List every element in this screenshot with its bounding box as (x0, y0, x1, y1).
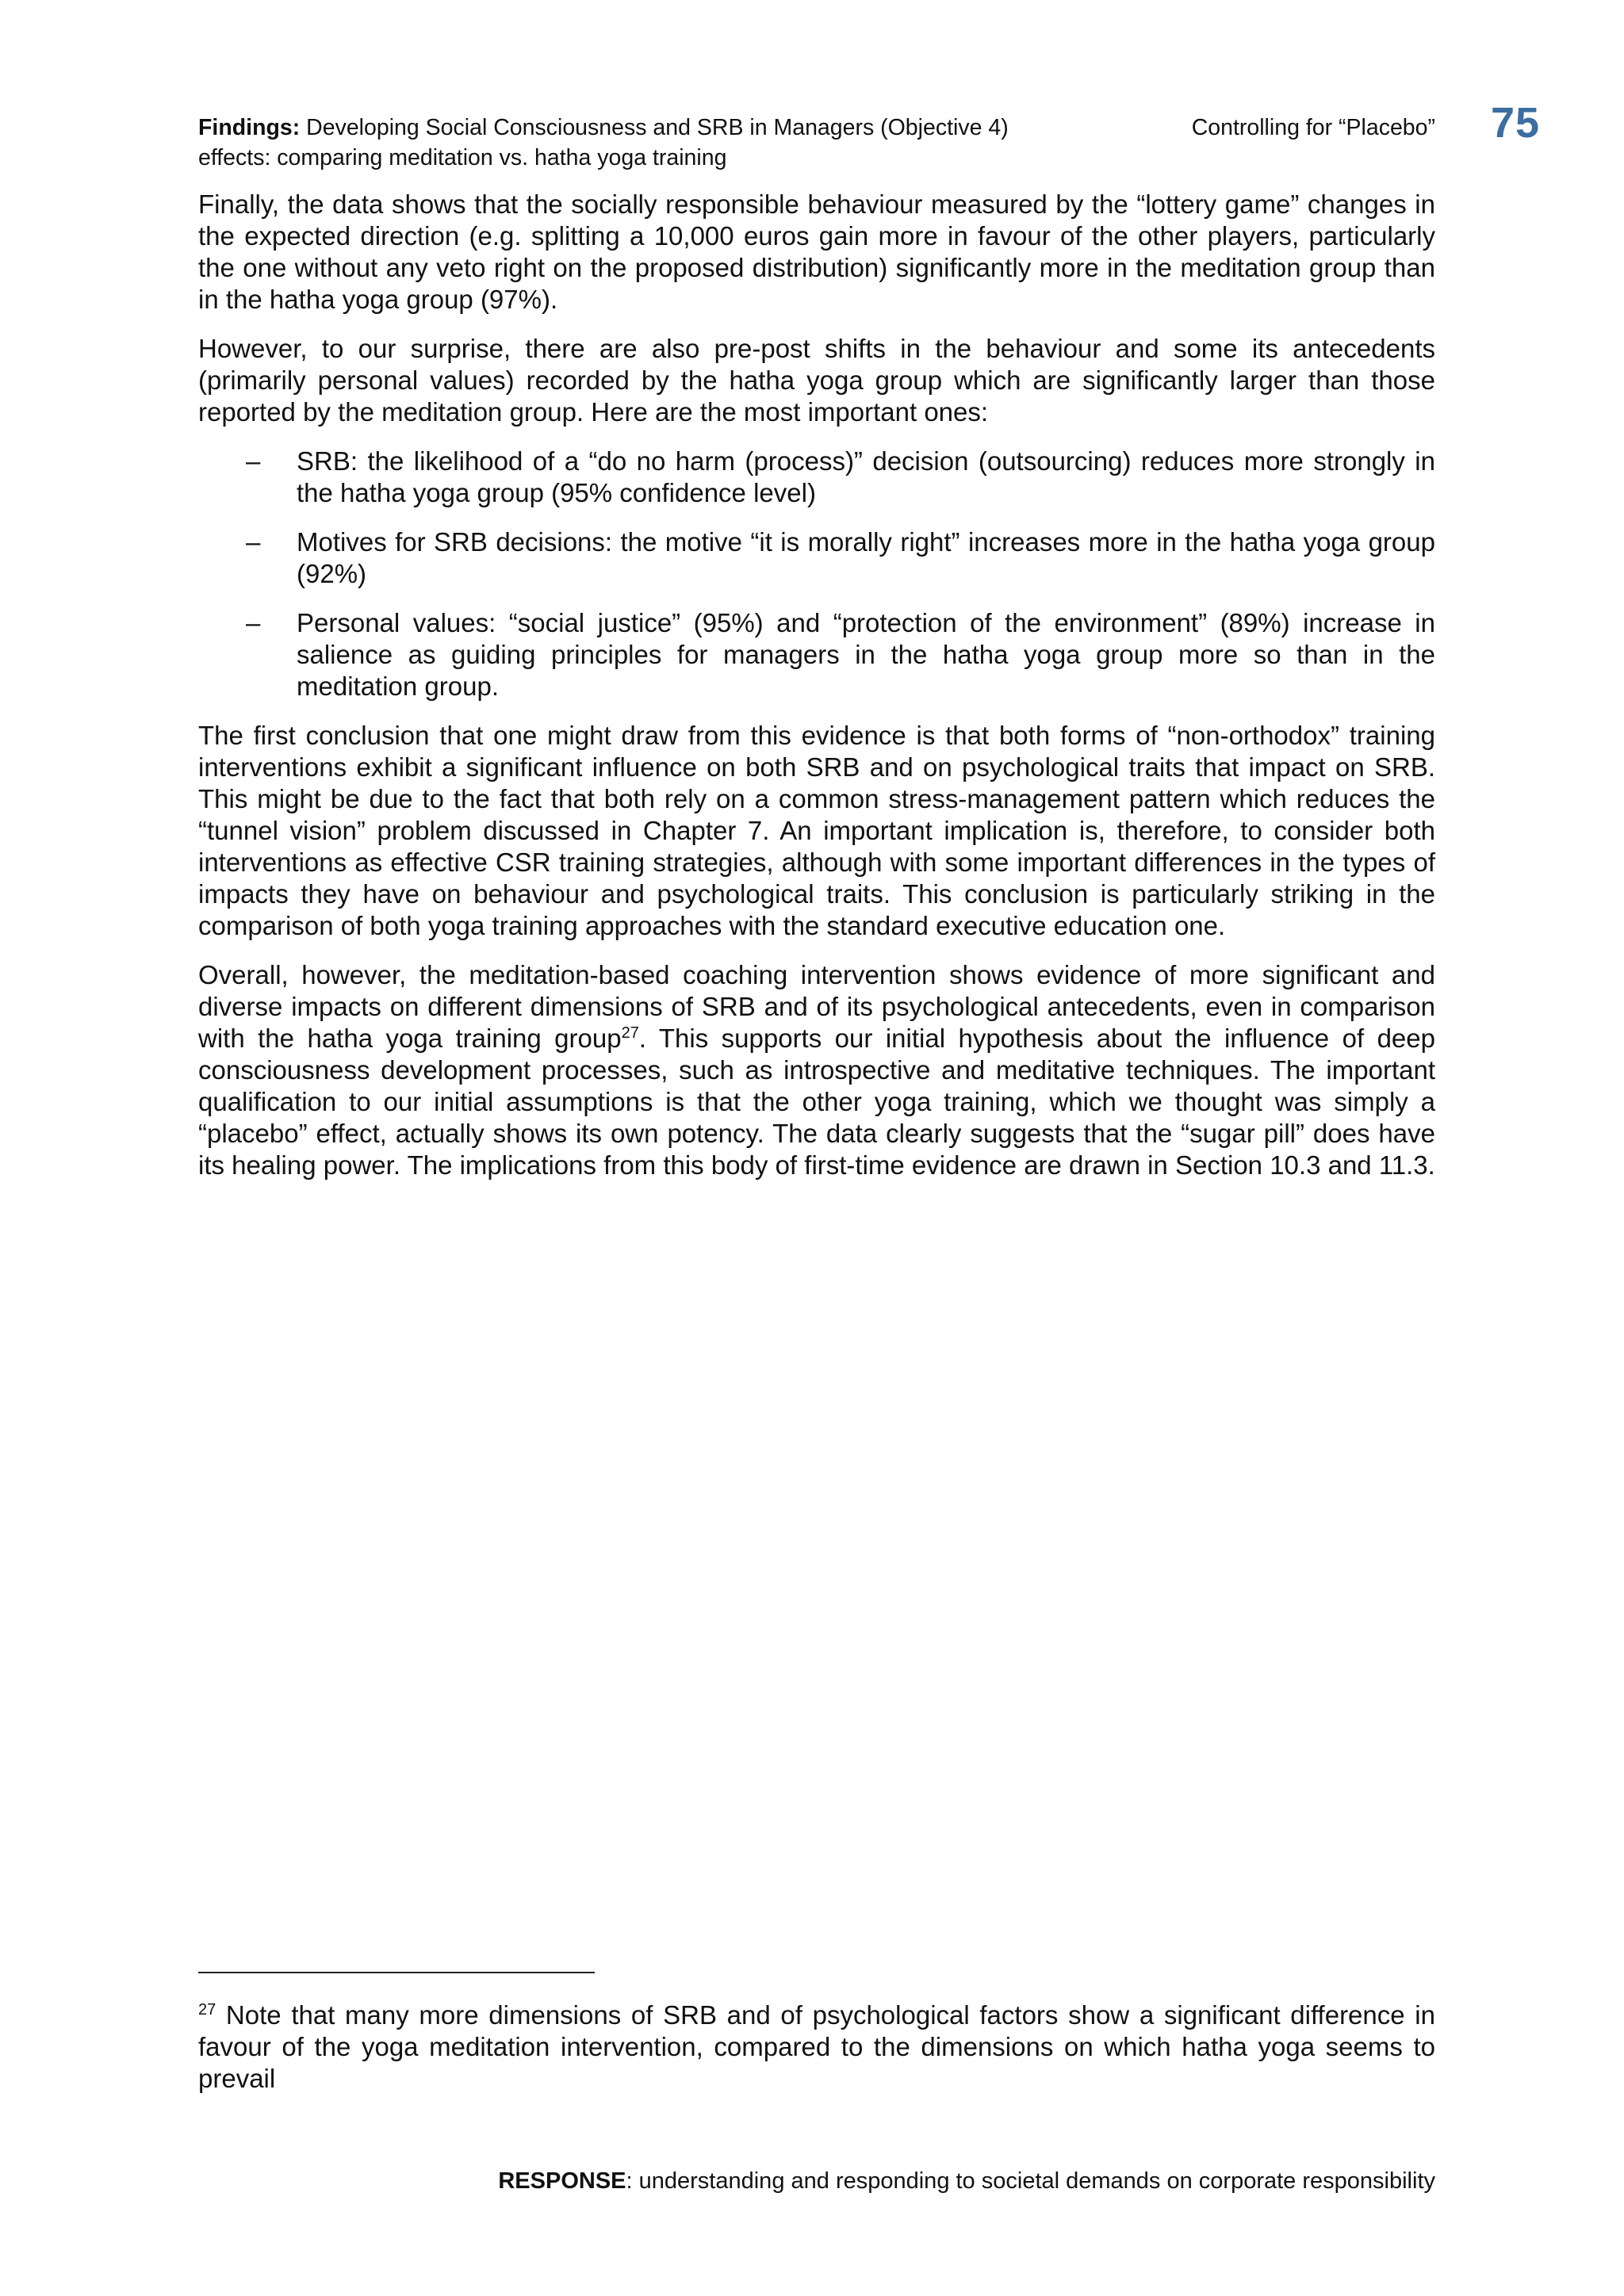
list-item (198, 446, 1435, 509)
running-header (198, 113, 1435, 173)
dash-bullet: – (246, 608, 261, 637)
list-item (198, 607, 1435, 702)
footnote-divider (198, 1972, 595, 1973)
list-item-text: Personal values: “social justice” (95%) and “protection of the environment” (89%) increase in salience as guiding principles for managers in the hatha yoga group more so than in the meditation group. (297, 608, 1435, 701)
footnote-reference[interactable]: 27 (621, 1024, 639, 1042)
paragraph-4-text: Overall, however, the meditation-based coaching intervention shows evidence of more significant and diverse impacts on different dimensions of SRB and of its psychological antecedents, even in comparison with the hatha yoga training group (198, 960, 1435, 1053)
footnote-text: Note that many more dimensions of SRB and of psychological factors show a significant difference in favour of the yoga meditation intervention, compared to the dimensions on which hatha yoga seems to prevail (198, 2000, 1435, 2093)
list-item-text: Motives for SRB decisions: the motive “it is morally right” increases more in the hatha yoga group (92%) (297, 527, 1435, 588)
header-title-text: Developing Social Consciousness and SRB in Managers (Objective 4) (300, 115, 1009, 140)
dash-bullet: – (246, 446, 261, 476)
paragraph-4 (198, 959, 1435, 1181)
header-title (198, 113, 1009, 143)
list-item (198, 526, 1435, 590)
header-line-1 (198, 113, 1435, 143)
page-number: 75 (1491, 99, 1541, 147)
footer-bold-label: RESPONSE (498, 2168, 626, 2194)
main-content (198, 189, 1435, 1199)
paragraph-2: However, to our surprise, there are also pre-post shifts in the behaviour and some its antecedents (primarily personal values) recorded by the hatha yoga group which are significantly larger than those reported by the meditation group. Here are the most important ones: (198, 334, 1435, 427)
header-right-text: Controlling for “Placebo” (1191, 115, 1435, 140)
paragraph-4-text-cont: . This supports our initial hypothesis about the influence of deep consciousness development processes, such as introspective and meditative techniques. The important qualification to our initial assumptions is that the other yoga training, which we thought was simply a “placebo” effect, actually shows its own potency. The data clearly suggests that the “sugar pill” does have its healing power. The implications from this body of first-time evidence are drawn in Section 10.3 and 11.3. (198, 1024, 1435, 1180)
list-item-text: SRB: the likelihood of a “do no harm (process)” decision (outsourcing) reduces more strongly in the hatha yoga group (95% confidence level) (297, 446, 1435, 507)
footnote-number: 27 (198, 2001, 216, 2019)
footnote (198, 1999, 1435, 2095)
running-footer (198, 2166, 1435, 2196)
paragraph-3: The first conclusion that one might draw from this evidence is that both forms of “non-orthodox” training interventions exhibit a significant influence on both SRB and on psychological traits that impact on SRB. This might be due to the fact that both rely on a common stress-management pattern which reduces the “tunnel vision” problem discussed in Chapter 7. An important implication is, therefore, to consider both interventions as effective CSR training strategies, although with some important differences in the types of impacts they have on behaviour and psychological traits. This conclusion is particularly striking in the comparison of both yoga training approaches with the standard executive education one. (198, 721, 1435, 940)
header-line-2: effects: comparing meditation vs. hatha yoga training (198, 145, 727, 170)
findings-list (198, 446, 1435, 702)
header-bold-label: Findings: (198, 115, 301, 140)
footer-text: : understanding and responding to societal demands on corporate responsibility (626, 2168, 1435, 2194)
paragraph-1: Finally, the data shows that the socially responsible behaviour measured by the “lottery game” changes in the expected direction (e.g. splitting a 10,000 euros gain more in favour of the other players, particularly the one without any veto right on the proposed distribution) significantly more in the meditation group than in the hatha yoga group (97%). (198, 189, 1435, 314)
dash-bullet: – (246, 527, 261, 557)
